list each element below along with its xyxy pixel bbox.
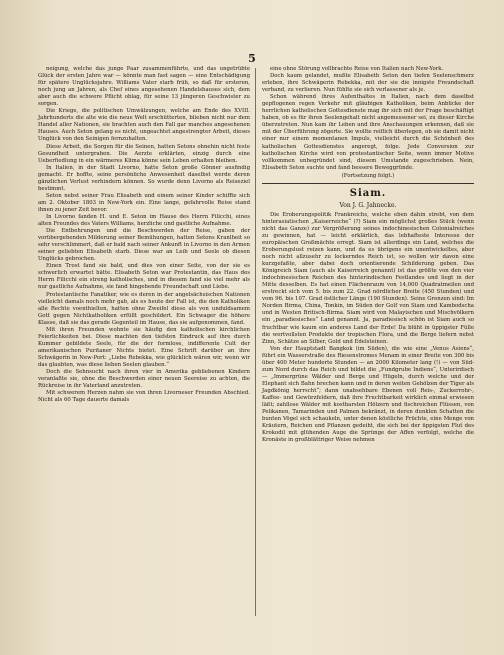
paragraph: Seton nebst seiner Frau Elisabeth und einem seiner Kinder schiffte sich am 2. Oktober 1803 in New-York ein. Eine lange, gefahrvolle Reise stand ihnen zu jener Zeit bevor. (38, 192, 250, 213)
paragraph: neigung, welche das junge Paar zusammenführte, und das ungetrübte Glück der ersten Jahre war — könnte man fast sagen — eine Entschädigung für spätere Unglücksjahre. Williams Vater starb früh, so daß für ersteren, noch jung an Jahren, als Chef eines angesehenen Handelshauses sich, dem aber auch die schwere Pflicht oblag, für seine 13 jüngeren Geschwister zu sorgen. (38, 66, 250, 108)
article-title: Siam. (349, 187, 387, 199)
paragraph: Die Entbehrungen und die Beschwerden der Reise, gaben der vorübergehenden Milderung seiner Bemühungen, hatten Setons Kranlheit so sehr verschlimmert, daß er bald nach seiner Ankunft in Livorno in den Armen seiner geliebten Elisabeth starb. Diese war an Leib und Seele ob diesen Unglücks gebrochen. (38, 228, 250, 263)
paragraph: Die Eroberungspolitik Frankreichs, welche eben dahin strebt, von dem hinterasiatischen „Kaiserreiche“ (?) Siam ein möglichst großes Stück (wenn nicht das Ganze) zur Vergrößerung seines indochinesischen Colonialreiches zu gewinnen, hat — leicht erklärlich, das lebhafteste Interesse der europäischen Großmächte erregt. Siam ist allerdings ein Land, welches die Eroberungslust reizen kann, und da es übrigens ein unentwickeltes, aber noch nicht allzusehr zu lockerndes Reich ist, so wollen wir davon eine kurzgefaßte, aber dabei doch orientierende Schilderung geben. Das Königreich Siam (auch als Kaiserreich genannt) ist das größte von den vier indochinesischen Reichen des hinterindischen Festlandes und liegt in der Mitte desselben. Es hat einen Flächenraum von 14,000 Quadratmeilen und erstreckt sich vom 5. bis zum 22. Grad nördlicher Breite (450 Stunden) und vom 96. bis 107. Grad östlicher Länge (190 Stunden). Seine Grenzen sind: Im Norden Birma, China, Tonkin, im Süden der Golf von Siam und Kambodscha und in Westen Britisch-Birma. Siam wird von Malayischen und Mischvölkern ein „paradiesisches“ Land genannt. Ja, paradiesisch schön ist Siam auch so fruchtbar wie kaum ein anderes Land der Erde! Da blüht in üppigster Fülle die wertvollsten Produkte der tropischen Flora, und die Berge liefern nebst Zinn, Schätze an Silber, Gold und Edelsteinen. (262, 211, 474, 345)
paragraph: Diese Arbeit, die Sorgen für die Seinen, hatten Setons ohnehin nicht feste Gesundheit untergraben. Die Aerzte erklärten, einzig durch eine Ueberfiedlung in ein wärmeres Klima könne sein Leben erhalten bleiben. (38, 143, 250, 164)
paragraph: Doch die Sehnsucht nach ihren vier in Amerika gebliebenen Kindern veranlaßte sie, ohne die Beschwerden einer neuen Seereise zu achten, die Rückreise in ihr Vaterland anzutreten. (38, 369, 250, 390)
paragraph: Die Kriege, die politischen Umwälzungen, welche am Ende des XVIII. Jahrhunderts die alte wie die neue Welt erschütterten, blieben nicht nur dem Handel aller Nationen, sie brachten auch den Fall gar manches angesehenen Hauses. Auch Seton gelang es nicht, ungeachtet angestrengter Arbeit, dieses Unglück von den Seinigen fernzuhalten. (38, 108, 250, 143)
right-column (262, 66, 474, 444)
paragraph: eine ohne Störung vollbrachte Reise von Italien nach New-York. (270, 66, 444, 72)
paragraph: Mit ihren Freunden wohnte sie häufig den katholischen kirchlichen Feierlichkeiten bei. Diese machten den tiefsten Eindruck auf ihre durch Kummer gebildete Seele, für die der formlose, indifferente Cult der amerikanischen Puritaner Nichts bietet. Eine Schrift darüber an ihre Schwägerin in New-Port: „Liebe Rebekka, wie glücklich wären wir, wenn wir das glaubten, was diese lieben Seelen glauben.“ (38, 326, 250, 368)
page-number: 5 (248, 52, 256, 65)
paragraph: Doch kaum gelandet, mußte Elisabeth Seton den tiefen Seelenschmerz erleben, ihre Schwägerin Rebekka, mit der sie die innigste Freundschaft verband, zu verlieren. Nun fühlte sie sich verlassener als je. (262, 73, 474, 94)
left-column (38, 66, 250, 404)
paragraph: In Italien, in der Stadt Livorno, hatte Seton große Gönner ausfindig gemacht. Er hoffte, seine persönliche Anwesenheit daselbst werde deren gänzlichen Verlust verhindern können. So wurde denn Livorno als Reiseziel bestimmt. (38, 164, 250, 192)
article-byline: Von J. G. Jahnecke. (339, 201, 397, 209)
paragraph: Schon während ihres Aufenthaltes in Italien, nach dem daselbst gepflogenen regen Verkehr mit gläubigen Katholiken, beim Anblicke der herrlichen katholischen Gottesdienste mag ihr sich mit der Frage beschäftigt haben, ob es für ihren Seelengehalt nicht angemessener sei, zu dieser Kirche überzutreten. Nun kam ihr Leben und ihre Anschauungen erkennen, daß sie mit der Überführung zögerte. Sie wollte reiflich überlegen, ob sie damit nicht einer nur einem momentanen Impuls, vielleicht durch die Schönheit des katholischen Gottesdienstes angeregt, folge. Jede Conversion zur katholischen Kirche wird von protestantischer Seite, wenn immer Motive vollkommen unbegründet sind, diesem Umstande zugeschrieben. Nein, Elisabeth Seton suchte und fand bessere Beweggründe. (262, 94, 474, 171)
section-rule (262, 183, 474, 184)
paragraph: Einen Trost fand sie bald, und dies von einer Seite, von der sie es schwerlich erwartet hätte. Elisabeth Seton war Protestantin, das Haus des Herrn Filicchi ein streng katholisches, und in diesem fand sie viel mehr als nur gastliche Aufnahme, sie fand hingebende Freundschaft und Liebe. (38, 263, 250, 291)
paragraph: Mit schwerem Herzen nahm sie von ihren Livorneser Freunden Abschied. Nicht als 60 Tage dauerte damals (38, 390, 250, 404)
column-divider (255, 68, 256, 616)
paragraph: In Livorno fanden H. und E. Seton im Hause des Herrn Filicchi, eines alten Freundes des Vaters Williams, herzliche und gastliche Aufnahme. (38, 213, 250, 228)
continuation-note: (Fortsetzung folgt.) (341, 172, 395, 179)
paragraph: Protestantische Fanatiker, wie es deren in der angelsächsischen Nationen vielleicht damals noch mehr gab, als es heute der Fall ist, die den Katholiken alle Rechte voenthielten, hatten ohne Zweifel diese als von unduldsamem Gott gegen Nichtkatholiken erfüllt geschildert. Ein Schwager die höhere Klasse, daß sie das gerade Gegenteil im Hause, das sie aufgenommen, fand. (38, 291, 250, 326)
paragraph: Von der Hauptstadt Bangkok (im Süden), die wie eine „Venus Asiens“, führt ein Wasserstraße des Riesenstromes Menam in einer Breite von 300 bis über 400 Meter hunderte Stunden — an 2000 Kilometer lang (!) — von Süd- zum Nord durch das Reich und bildet die „Fundgrube Indiens“, Unterirdisch — „Immergrüne Wälder und Berge und Hügeln, durch welche und der Elephant sich Bahn brechen kann und in deren weiten Gehölzen der Tiger als Jagdkönig herrscht“; dann unabsehbare Ebenen voll Reis-, Zuckerrohr-, Kaffee- und Gewürzfeldern, daß ihre Fruchtbarkeit wirklich einmal erwiesen läßt; zahllose Wälder mit kostbarsten Hölzern und fischreichen Flüssen, von Pelikanen, Tamarinden und Palmen bekränzt, in deren dunklen Schatten die bunten Vögel sich schaukeln, unter denen köstliche Früchte, eine Menge von Kräutern, Reichen und Pflanzen gedeiht, die sich bei der üppigsten Flut des Krokodil mit glühenden Auge die Sprünge der Affen verfolgt, welche die Kronäste in großblättriger Weise nehmen (262, 345, 474, 444)
